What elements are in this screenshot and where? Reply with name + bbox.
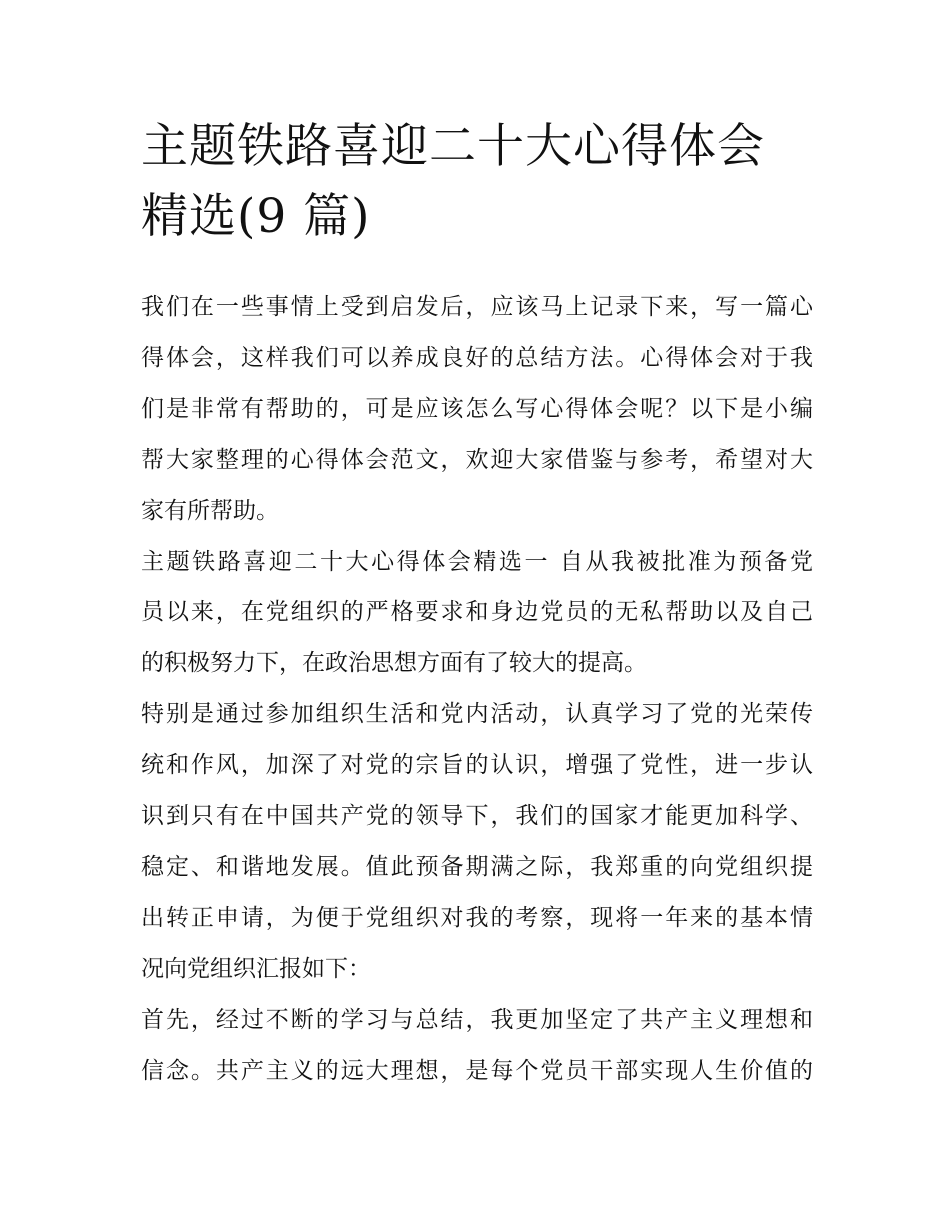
body-line: 家有所帮助。 [141, 497, 279, 524]
title-line: 精选(9 篇) [141, 189, 371, 244]
body-line: 稳定、和谐地发展。值此预备期满之际，我郑重的向党组织提 [141, 853, 813, 880]
body-line: 的积极努力下，在政治思想方面有了较大的提高。 [141, 650, 647, 677]
body-line: 得体会，这样我们可以养成良好的总结方法。心得体会对于我 [141, 344, 813, 371]
body-line: 主题铁路喜迎二十大心得体会精选一 自从我被批准为预备党 [141, 548, 813, 575]
body-line: 们是非常有帮助的，可是应该怎么写心得体会呢？以下是小编 [141, 395, 813, 422]
body-line: 员以来，在党组织的严格要求和身边党员的无私帮助以及自己 [141, 599, 813, 626]
body-line: 首先，经过不断的学习与总结，我更加坚定了共产主义理想和 [141, 1006, 813, 1033]
body-line: 识到只有在中国共产党的领导下，我们的国家才能更加科学、 [141, 803, 813, 830]
document-body [141, 282, 813, 1097]
body-line: 况向党组织汇报如下： [141, 955, 371, 982]
body-line: 我们在一些事情上受到启发后，应该马上记录下来，写一篇心 [141, 294, 813, 320]
title-line: 主题铁路喜迎二十大心得体会 [141, 119, 765, 174]
body-line: 统和作风，加深了对党的宗旨的认识，增强了党性，进一步认 [141, 752, 813, 779]
body-line: 信念。共产主义的远大理想，是每个党员干部实现人生价值的 [141, 1057, 813, 1084]
body-line: 特别是通过参加组织生活和党内活动，认真学习了党的光荣传 [141, 701, 813, 728]
body-line: 出转正申请，为便于党组织对我的考察，现将一年来的基本情 [141, 904, 813, 931]
document-title [141, 112, 831, 252]
body-line: 帮大家整理的心得体会范文，欢迎大家借鉴与参考，希望对大 [141, 446, 813, 473]
